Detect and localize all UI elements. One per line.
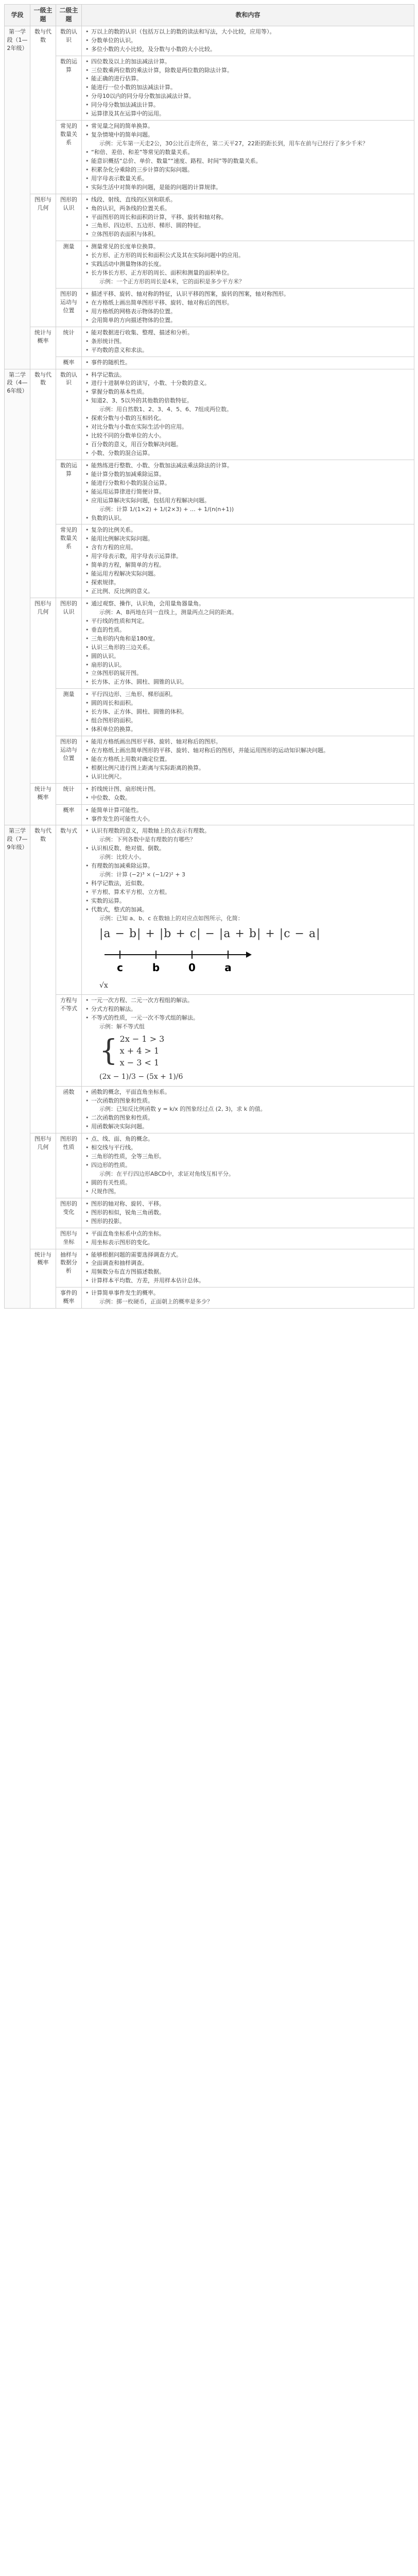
list-item: • 复杂的比例关系。 [84, 526, 412, 534]
list-item: • 对比分数与小数在实际生活中的应用。 [84, 423, 412, 431]
number-line-label: c [117, 961, 123, 974]
list-item: • 掌握分数的基本性质。 [84, 388, 412, 396]
list-item: • 在方格纸上画出简单图形平移、旋转、轴对称后的图形。 [84, 299, 412, 307]
number-line-figure [99, 945, 254, 976]
table-row [5, 289, 414, 327]
list-item: • 能用方格纸画出图形平移、旋转、轴对称后的图形。 [84, 738, 412, 746]
content-list [84, 996, 412, 1031]
content-cell [82, 1133, 414, 1198]
table-row [5, 1249, 414, 1287]
content-list [84, 526, 412, 596]
list-item: 示例：计算 1/(1×2) + 1/(2×3) + … + 1/(n(n+1)) [99, 505, 234, 513]
content-cell [82, 1287, 414, 1309]
content-cell [82, 994, 414, 1086]
table-row [5, 689, 414, 736]
list-item: • 运算律及其在运算中的运用。 [84, 110, 412, 118]
sub-topic-cell: 图形的认识 [56, 598, 82, 688]
list-item: 示例：一个正方形的周长是4米，它的面积是多少平方米？ [99, 278, 245, 285]
list-item: 示例：已知反比例函数 y = k/x 的图象经过点 (2, 3)，求 k 的值。 [99, 1106, 266, 1113]
list-item: • 能够根据问题的需要选择调查方式。 [84, 1251, 412, 1259]
list-item: • 复杂情境中的简单问题。 [84, 131, 412, 139]
content-cell [82, 1228, 414, 1249]
domain-cell: 统计与概率 [30, 327, 56, 369]
list-item: • 扇形的认识。 [84, 661, 412, 669]
list-item: • 立体图形的表面积与体积。 [84, 230, 412, 239]
list-item: • 测量常见的长度单位换算。 [84, 243, 412, 251]
list-item: • 能进行一位小数的加法减法计算。 [84, 83, 412, 92]
content-cell [82, 804, 414, 825]
list-item: • 组合图形的面积。 [84, 717, 412, 725]
list-item: • 中位数、众数。 [84, 794, 412, 802]
table-body [5, 26, 414, 1308]
sub-topic-cell: 图形的运动与位置 [56, 736, 82, 784]
content-cell [82, 1198, 414, 1228]
list-item: 示例：用自然数1、2、3、4、5、6、7组成两位数。 [99, 406, 232, 413]
list-item: • 用字母表示数量关系。 [84, 175, 412, 183]
list-item: • 正比例、反比例的意义。 [84, 587, 412, 596]
content-list [84, 58, 412, 118]
list-item: • 平行线的性质和判定。 [84, 617, 412, 625]
content-cell [82, 327, 414, 357]
list-item: • 体积单位的换算。 [84, 725, 412, 734]
list-item: • 比较不同的分数单位的大小。 [84, 432, 412, 440]
table-row [5, 994, 414, 1086]
list-item: • 计算样本平均数、方差，并用样本估计总体。 [84, 1277, 412, 1285]
list-item: • 一次函数的图象和性质。 [84, 1097, 412, 1105]
content-cell [82, 1249, 414, 1287]
list-item: 示例：比较大小。 [99, 854, 145, 861]
content-cell [82, 369, 414, 460]
list-item: • 多位小数的大小比较，及分数与小数的大小比较。 [84, 45, 412, 54]
list-item: • 实数的运算。 [84, 897, 412, 905]
content-cell [82, 1086, 414, 1133]
list-item: • 分数单位的认识。 [84, 37, 412, 45]
list-item: • 三角形的内角和是180度。 [84, 635, 412, 643]
list-item: • 圆的周长和面积。 [84, 699, 412, 707]
sub-topic-cell: 图形的认识 [56, 194, 82, 241]
table-row [5, 327, 414, 357]
domain-cell: 数与代数 [30, 369, 56, 598]
list-item: • 平均数的意义和求法。 [84, 346, 412, 354]
sub-topic-cell: 图形的运动与位置 [56, 289, 82, 327]
list-item: • 长方体长方形、正方形的周长、面积和测量的面积单位。 [84, 269, 412, 277]
list-item: • 平面直角坐标系中点的坐标。 [84, 1230, 412, 1238]
content-cell [82, 689, 414, 736]
content-list [84, 1251, 412, 1285]
number-line-label: 0 [188, 961, 196, 974]
list-item: • 用方格纸的网格表示物体的位置。 [84, 308, 412, 316]
content-cell [82, 460, 414, 524]
list-item: • 三角形、四边形、五边形、梯形、圆的特征。 [84, 222, 412, 230]
content-list [84, 785, 412, 802]
content-list [84, 1200, 412, 1226]
sub-topic-cell: 方程与不等式 [56, 994, 82, 1086]
list-item: • “和倍、差倍、和差”等常见的数量关系。 [84, 148, 412, 157]
list-item: • 用函数解决实际问题。 [84, 1123, 412, 1131]
list-item: • 实践活动中测量物体的长度。 [84, 260, 412, 268]
list-item: • 探索分数与小数的互相转化。 [84, 414, 412, 422]
list-item: • 长方体、正方体、圆柱、圆锥的体积。 [84, 708, 412, 716]
list-item: • 平面图形的周长和面积的计算，平移、旋转和轴对称。 [84, 213, 412, 222]
content-list [84, 371, 412, 457]
sqrt-expression: √x [99, 981, 108, 990]
table-row [5, 598, 414, 688]
list-item: • 能正确的进行估算。 [84, 75, 412, 83]
content-list [84, 462, 412, 522]
domain-cell: 数与代数 [30, 825, 56, 1133]
list-item: 示例：在平行四边形ABCD中，求证对角线互相平分。 [99, 1171, 235, 1178]
list-item: 示例：解不等式组 [99, 1023, 145, 1030]
table-row [5, 369, 414, 460]
content-cell [82, 194, 414, 241]
list-item: • 能意识概括“总价、单价、数量”“速度、路程、时间”等的数量关系。 [84, 157, 412, 165]
list-item: • 二次函数的图象和性质。 [84, 1114, 412, 1122]
domain-cell: 统计与概率 [30, 1249, 56, 1309]
list-item: • 探索规律。 [84, 579, 412, 587]
list-item: • 负数的认识。 [84, 514, 412, 522]
inequality-line: x + 4 > 1 [119, 1045, 160, 1056]
list-item: • 圆的认识。 [84, 652, 412, 660]
list-item: • 百分数的意义，用百分数解决问题。 [84, 440, 412, 449]
sub-topic-cell: 测量 [56, 241, 82, 289]
table-row [5, 1287, 414, 1309]
content-list [84, 827, 412, 922]
list-item: • 圆的有关性质。 [84, 1179, 412, 1187]
list-item: • 点、线、面、角的概念。 [84, 1135, 412, 1143]
sub-topic-cell: 统计 [56, 327, 82, 357]
list-item: 示例：下列各数中是有理数的有哪些？ [99, 836, 196, 843]
domain-cell: 图形与几何 [30, 1133, 56, 1249]
sub-topic-cell: 数的运算 [56, 56, 82, 121]
content-list [84, 1088, 412, 1131]
list-item: • 三角形的性质，全等三角形。 [84, 1153, 412, 1161]
sub-topic-cell: 数的运算 [56, 460, 82, 524]
list-item: • 尺规作图。 [84, 1188, 412, 1196]
list-item: • 不等式的性质，一元一次不等式组的解法。 [84, 1014, 412, 1022]
inequality-lines [120, 1033, 165, 1069]
content-list [84, 1289, 412, 1306]
domain-cell: 图形与几何 [30, 194, 56, 327]
list-item: • 计算简单事件发生的概率。 [84, 1289, 412, 1297]
content-cell [82, 289, 414, 327]
list-item: • 含有方程的应用。 [84, 544, 412, 552]
list-item: • 认识相反数、绝对值、倒数。 [84, 844, 412, 853]
table-row [5, 1086, 414, 1133]
list-item: • 四边形的性质。 [84, 1161, 412, 1170]
list-item: • 垂直的性质。 [84, 626, 412, 634]
domain-cell: 图形与几何 [30, 598, 56, 783]
list-item: • 用坐标表示图形的变化。 [84, 1239, 412, 1247]
list-item: • 事件发生的可能性大小。 [84, 815, 412, 823]
header-sub: 二级主题 [56, 5, 82, 26]
list-item: • 平方根、算术平方根、立方根。 [84, 888, 412, 896]
list-item: • 三位数乘两位数的乘法计算，除数是两位数的除法计算。 [84, 66, 412, 75]
header-stage: 学段 [5, 5, 30, 26]
list-item: • 科学记数法，近似数。 [84, 879, 412, 888]
sub-topic-cell: 数与式 [56, 825, 82, 995]
list-item: • 根据比例尺进行图上距离与实际距离的换算。 [84, 764, 412, 772]
list-item: • 应用运算解决实际问题，包括用方程解决问题。 [84, 497, 412, 505]
content-list [84, 738, 412, 781]
list-item: • 全面调查和抽样调查。 [84, 1259, 412, 1267]
list-item: • 在方格纸上画出简单图形的平移、旋转、轴对称后的图形，并能运用图形的运动知识解决问题。 [84, 747, 412, 755]
content-list [84, 1135, 412, 1196]
brace-icon: { [99, 1033, 118, 1067]
table-row [5, 1228, 414, 1249]
content-cell [82, 736, 414, 784]
list-item: • 能在方格纸上用数对确定位置。 [84, 755, 412, 764]
list-item: • 四位数及以上的加法减法计算。 [84, 58, 412, 66]
list-item: 示例：计算 (−2)³ × (−1/2)² + 3 [99, 871, 186, 878]
table-row [5, 460, 414, 524]
content-list [84, 290, 412, 325]
list-item: • 平行四边形、三角形、梯形面积。 [84, 690, 412, 699]
list-item: • 立体图形的展开图。 [84, 669, 412, 677]
table-row [5, 524, 414, 598]
list-item: • 通过观察、操作，认识角，会用量角器量角。 [84, 600, 412, 608]
table-row [5, 736, 414, 784]
list-item: 示例：已知 a、b、c 在数轴上的对应点如图所示，化简： [99, 914, 243, 922]
list-item: • 能运用方程解决实际问题。 [84, 570, 412, 578]
list-item: 示例：A、B两地在同一直线上，测量两点之间的距离。 [99, 608, 238, 616]
table-row [5, 804, 414, 825]
content-list [84, 806, 412, 823]
domain-cell: 统计与概率 [30, 783, 56, 825]
list-item: • 常见量之间的简单换算。 [84, 122, 412, 130]
content-list [84, 243, 412, 286]
header-content: 教和内容 [82, 5, 414, 26]
list-item: • 能运用运算律进行简便计算。 [84, 488, 412, 496]
table-row [5, 26, 414, 56]
list-item: • 线段、射线、直线的区别和联系。 [84, 196, 412, 204]
table-row [5, 825, 414, 995]
content-list [84, 122, 412, 192]
list-item: • 知道2、3、5以外的其他数的倍数特征。 [84, 397, 412, 405]
sub-topic-cell: 图形与坐标 [56, 1228, 82, 1249]
list-item: • 同分母分数加法减法计算。 [84, 101, 412, 109]
list-item: • 用字母表示数，用字母表示运算律。 [84, 552, 412, 561]
number-line-arrow-icon [246, 952, 252, 958]
number-line-label: a [224, 961, 232, 974]
content-cell [82, 241, 414, 289]
content-cell [82, 598, 414, 688]
domain-cell: 数与代数 [30, 26, 56, 194]
curriculum-table [4, 4, 414, 1309]
fraction-expression: (2x − 1)/3 − (5x + 1)/6 [99, 1073, 183, 1081]
list-item: • 条形统计图。 [84, 337, 412, 346]
list-item: • 有理数的加减乘除运算。 [84, 862, 412, 870]
table-row [5, 357, 414, 369]
stage-cell: 第三学段（7—9年级） [5, 825, 30, 1309]
list-item: • 图形的相似，锐角三角函数。 [84, 1209, 412, 1217]
list-item: • 相交线与平行线。 [84, 1144, 412, 1152]
list-item: • 科学记数法。 [84, 371, 412, 379]
number-line-label: b [152, 961, 160, 974]
list-item: • 折线统计图、扇形统计图。 [84, 785, 412, 793]
list-item: • 积累杂化分乘除的三步计算的实际问题。 [84, 166, 412, 174]
list-item: • 分母10以内的同分母分数加法减法计算。 [84, 92, 412, 100]
list-item: • 角的认识，两条线的位置关系。 [84, 205, 412, 213]
inequality-system [99, 1033, 412, 1069]
list-item: • 能熟练进行整数、小数、分数加法减法乘法除法的计算。 [84, 462, 412, 470]
list-item: • 分式方程的解法。 [84, 1005, 412, 1013]
sub-topic-cell: 抽样与数据分析 [56, 1249, 82, 1287]
content-list [84, 600, 412, 686]
sub-topic-cell: 概率 [56, 357, 82, 369]
list-item: 示例：掷一枚硬币，正面朝上的概率是多少？ [99, 1298, 213, 1306]
table-header-row [5, 5, 414, 26]
content-cell [82, 783, 414, 804]
absolute-value-expression: |a − b| + |b + c| − |a + b| + |c − a| [99, 927, 321, 940]
content-list [84, 1230, 412, 1247]
list-item: • 小数、分数的混合运算。 [84, 449, 412, 457]
table-row [5, 56, 414, 121]
list-item: • 代数式，整式的加减。 [84, 906, 412, 914]
sub-topic-cell: 测量 [56, 689, 82, 736]
list-item: • 认识三角形的三边关系。 [84, 643, 412, 652]
sub-topic-cell: 常见的数量关系 [56, 121, 82, 194]
list-item: • 进行十进制单位的读写，小数、十分数的意义。 [84, 379, 412, 387]
sub-topic-cell: 数的认识 [56, 369, 82, 460]
table-row [5, 121, 414, 194]
list-item: • 长方体、正方体、圆柱、圆锥的认识。 [84, 678, 412, 686]
list-item: • 认识有理数的意义，用数轴上的点表示有理数。 [84, 827, 412, 835]
list-item: • 能简单计算可能性。 [84, 806, 412, 815]
stage-cell: 第二学段（4—6年级） [5, 369, 30, 825]
table-row [5, 194, 414, 241]
list-item: • 一元一次方程、二元一次方程组的解法。 [84, 996, 412, 1005]
sub-topic-cell: 数的认识 [56, 26, 82, 56]
table-row [5, 1133, 414, 1198]
content-cell [82, 26, 414, 56]
list-item: • 图形的轴对称、旋转、平移。 [84, 1200, 412, 1208]
list-item: • 函数的概念，平面直角坐标系。 [84, 1088, 412, 1096]
content-list [84, 359, 412, 367]
table-row [5, 241, 414, 289]
list-item: • 用频数分布直方图描述数据。 [84, 1268, 412, 1276]
inequality-line: x − 3 < 1 [119, 1058, 160, 1068]
sub-topic-cell: 函数 [56, 1086, 82, 1133]
sub-topic-cell: 概率 [56, 804, 82, 825]
sub-topic-cell: 图形的性质 [56, 1133, 82, 1198]
header-domain: 一级主题 [30, 5, 56, 26]
list-item: • 简单的方程，解简单的方程。 [84, 561, 412, 569]
content-list [84, 196, 412, 239]
content-cell [82, 825, 414, 995]
list-item: • 能计算分数的加减乘除运算。 [84, 470, 412, 479]
list-item: • 能对数据进行收集、整理、描述和分析。 [84, 329, 412, 337]
list-item: • 图形的投影。 [84, 1217, 412, 1226]
content-cell [82, 56, 414, 121]
content-cell [82, 121, 414, 194]
list-item: • 会用简单的方向描述物体的位置。 [84, 316, 412, 325]
list-item: • 能用比例解决实际问题。 [84, 535, 412, 543]
content-list [84, 329, 412, 354]
stage-cell: 第一学段（1—2年级） [5, 26, 30, 369]
table-row [5, 783, 414, 804]
table-row [5, 1198, 414, 1228]
sub-topic-cell: 事件的概率 [56, 1287, 82, 1309]
list-item: • 万以上的数的认识（包括万以上的数的读法和写法，大小比较，应用等）。 [84, 28, 412, 36]
inequality-line: 2x − 1 > 3 [119, 1033, 165, 1044]
list-item: • 认识比例尺。 [84, 773, 412, 781]
content-list [84, 690, 412, 734]
list-item: • 长方形、正方形的周长和面积公式及其在实际问题中的应用。 [84, 251, 412, 260]
list-item: • 描述平移、旋转、轴对称的特征，认识平移的图案，旋转的图案，轴对称图形。 [84, 290, 412, 298]
content-cell [82, 357, 414, 369]
content-cell [82, 524, 414, 598]
sub-topic-cell: 常见的数量关系 [56, 524, 82, 598]
list-item: • 实际生活中对简单的问题，是能的问题的计算规律。 [84, 183, 412, 192]
list-item: • 能进行分数和小数的混合运算。 [84, 479, 412, 487]
sub-topic-cell: 图形的变化 [56, 1198, 82, 1228]
sub-topic-cell: 统计 [56, 783, 82, 804]
list-item: • 事件的随机性。 [84, 359, 412, 367]
content-list [84, 28, 412, 54]
list-item: 示例：元车第一天走2公，30公比百走所在，第二天平27，22距的距长到，用车在前与已经行了多少千米？ [99, 140, 368, 147]
